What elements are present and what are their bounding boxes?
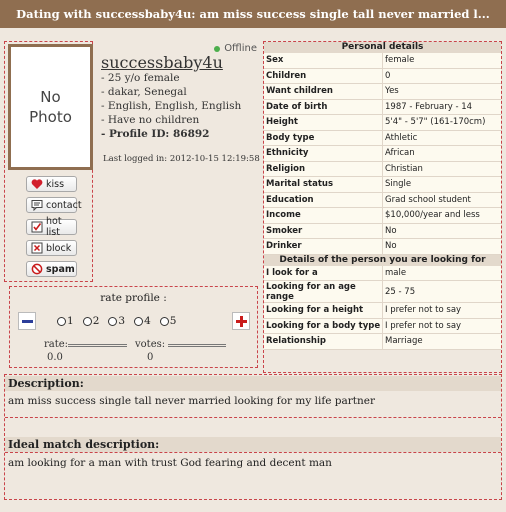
profile-id-row xyxy=(101,127,241,141)
radio-icon xyxy=(108,317,117,326)
detail-label: Height xyxy=(264,115,383,130)
rating-option-label: 1 xyxy=(67,315,74,327)
block-icon xyxy=(31,242,43,254)
detail-row xyxy=(264,266,501,282)
detail-value: Yes xyxy=(383,84,501,99)
detail-row xyxy=(264,131,501,147)
rating-option-4[interactable] xyxy=(134,315,151,327)
description-panel xyxy=(4,374,502,500)
rate-profile-title: rate profile : xyxy=(100,292,167,304)
username-link[interactable]: successbaby4u xyxy=(101,53,223,72)
detail-label: Relationship xyxy=(264,334,383,349)
checkbox-icon xyxy=(31,221,43,233)
contact-label: contact xyxy=(46,199,82,211)
looking-for-table xyxy=(264,266,501,350)
profile-languages: - English, English, English xyxy=(101,100,242,112)
detail-label: Ethnicity xyxy=(264,146,383,161)
detail-row xyxy=(264,224,501,240)
detail-label: Marital status xyxy=(264,177,383,192)
description-text: am miss success single tall never married looking for my life partner xyxy=(8,395,375,407)
detail-label: Looking for an age range xyxy=(264,281,383,302)
description-divider xyxy=(5,417,501,418)
page-header: Dating with successbaby4u: am miss success single tall never married l... xyxy=(0,0,506,28)
detail-label: Education xyxy=(264,193,383,208)
detail-value: male xyxy=(383,266,501,281)
radio-icon xyxy=(83,317,92,326)
contact-button[interactable] xyxy=(26,197,82,213)
profile-age: - 25 y/o female xyxy=(101,72,180,84)
photo-placeholder-line1: No xyxy=(40,88,61,106)
detail-row xyxy=(264,115,501,131)
detail-row xyxy=(264,177,501,193)
radio-icon xyxy=(160,317,169,326)
detail-label: Want children xyxy=(264,84,383,99)
detail-value: No xyxy=(383,224,501,239)
photo-placeholder-line2: Photo xyxy=(29,108,72,126)
rate-value: 0.0 xyxy=(47,352,63,363)
rating-option-label: 4 xyxy=(144,315,151,327)
detail-label: Date of birth xyxy=(264,100,383,115)
profile-info xyxy=(96,41,261,281)
profile-facts xyxy=(101,71,241,141)
detail-row xyxy=(264,281,501,303)
hotlist-label: hot list xyxy=(46,216,62,238)
ideal-match-heading: Ideal match description: xyxy=(5,437,501,452)
detail-row xyxy=(264,100,501,116)
detail-label: Body type xyxy=(264,131,383,146)
detail-value: Single xyxy=(383,177,501,192)
rating-option-label: 3 xyxy=(118,315,126,327)
heart-icon xyxy=(31,178,43,190)
detail-row xyxy=(264,334,501,350)
detail-label: Drinker xyxy=(264,239,383,254)
detail-row xyxy=(264,146,501,162)
detail-label: Income xyxy=(264,208,383,223)
detail-value: 1987 - February - 14 xyxy=(383,100,501,115)
hotlist-button[interactable] xyxy=(26,216,77,238)
detail-row xyxy=(264,319,501,335)
detail-value: No xyxy=(383,239,501,254)
rating-option-5[interactable] xyxy=(160,315,177,327)
personal-details-heading: Personal details xyxy=(264,42,501,53)
detail-label: Sex xyxy=(264,53,383,68)
votes-bar xyxy=(168,344,226,347)
spam-label: spam xyxy=(46,263,75,275)
looking-for-heading: Details of the person you are looking for xyxy=(264,255,501,266)
detail-row xyxy=(264,208,501,224)
ideal-match-divider xyxy=(5,452,501,453)
photo-frame xyxy=(8,44,93,170)
detail-row xyxy=(264,84,501,100)
detail-value: Grad school student xyxy=(383,193,501,208)
block-label: block xyxy=(46,242,72,254)
profile-photo[interactable] xyxy=(11,47,90,167)
profile-location: - dakar, Senegal xyxy=(101,86,187,98)
photo-panel xyxy=(4,41,93,282)
message-icon xyxy=(31,199,43,211)
spam-button[interactable] xyxy=(26,261,77,277)
last-logged-in: Last logged in: 2012-10-15 12:19:58 xyxy=(103,154,260,164)
ideal-match-text: am looking for a man with trust God fearing and decent man xyxy=(8,457,332,469)
kiss-button[interactable] xyxy=(26,176,77,192)
kiss-label: kiss xyxy=(46,178,65,190)
detail-value: I prefer not to say xyxy=(383,319,501,334)
detail-value: I prefer not to say xyxy=(383,303,501,318)
rate-bar xyxy=(68,344,127,347)
detail-row xyxy=(264,239,501,255)
detail-value: 25 - 75 xyxy=(383,281,501,302)
rating-option-3[interactable] xyxy=(108,315,125,327)
detail-row xyxy=(264,53,501,69)
rating-option-1[interactable] xyxy=(57,315,74,327)
radio-icon xyxy=(134,317,143,326)
detail-value: Christian xyxy=(383,162,501,177)
rating-option-label: 2 xyxy=(92,315,100,327)
detail-value: $10,000/year and less xyxy=(383,208,501,223)
rating-option-2[interactable] xyxy=(83,315,100,327)
detail-row xyxy=(264,69,501,85)
detail-value: Marriage xyxy=(383,334,501,349)
radio-icon xyxy=(57,317,66,326)
detail-label: Children xyxy=(264,69,383,84)
rating-options xyxy=(57,315,176,327)
no-entry-icon xyxy=(31,263,43,275)
votes-label: votes: xyxy=(135,339,166,350)
rating-panel xyxy=(9,286,258,368)
profile-id-label: - Profile ID: xyxy=(101,128,170,140)
personal-details-table xyxy=(264,53,501,255)
detail-row xyxy=(264,303,501,319)
profile-children: - Have no children xyxy=(101,114,200,126)
detail-value: 5'4" - 5'7" (161-170cm) xyxy=(383,115,501,130)
detail-value: female xyxy=(383,53,501,68)
detail-row xyxy=(264,193,501,209)
status-dot-icon xyxy=(214,46,220,52)
status-label: Offline xyxy=(224,43,257,54)
detail-value: Athletic xyxy=(383,131,501,146)
rating-option-label: 5 xyxy=(169,315,177,327)
details-panel xyxy=(263,41,502,373)
profile-id-value: 86892 xyxy=(172,128,210,140)
block-button[interactable] xyxy=(26,240,77,256)
votes-value: 0 xyxy=(147,352,154,363)
rate-up-button[interactable] xyxy=(232,312,250,330)
detail-label: Looking for a height xyxy=(264,303,383,318)
detail-label: Smoker xyxy=(264,224,383,239)
detail-value: African xyxy=(383,146,501,161)
detail-label: Looking for a body type xyxy=(264,319,383,334)
detail-label: I look for a xyxy=(264,266,383,281)
detail-value: 0 xyxy=(383,69,501,84)
rate-down-button[interactable] xyxy=(18,312,36,330)
rate-label: rate: xyxy=(44,339,69,350)
description-heading: Description: xyxy=(5,376,501,391)
detail-label: Religion xyxy=(264,162,383,177)
detail-row xyxy=(264,162,501,178)
